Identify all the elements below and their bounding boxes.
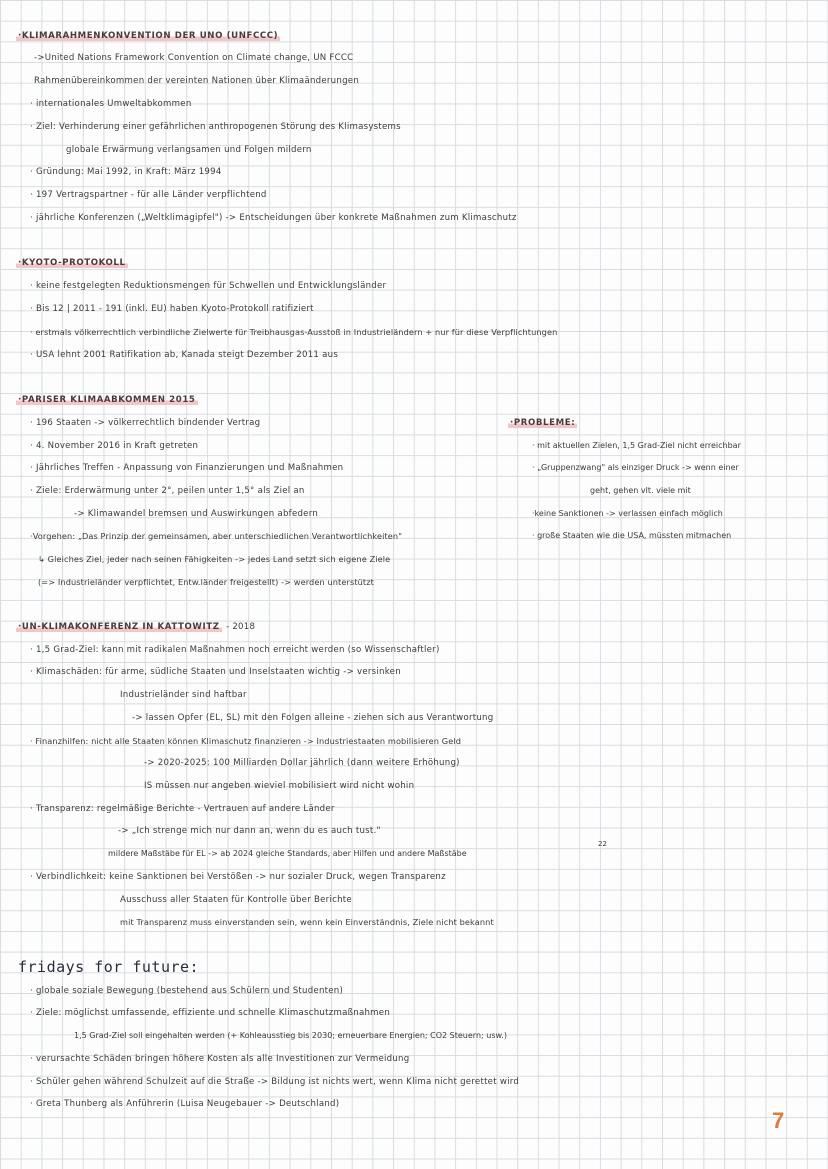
note-line: mit Transparenz muss einverstanden sein, wenn kein Einverständnis, Ziele nicht bekannt [120, 917, 494, 927]
note-line: · 196 Staaten -> völkerrechtlich bindender Vertrag [30, 418, 261, 428]
note-line: · Verbindlichkeit: keine Sanktionen bei Verstößen -> nur sozialer Druck, wegen Transparenz [30, 872, 446, 882]
note-line: ->United Nations Framework Convention on Climate change, UN FCCC [34, 53, 354, 63]
note-line: · Ziele: Erderwärmung unter 2°, peilen unter 1,5° als Ziel an [30, 486, 305, 496]
note-line: Industrieländer sind haftbar [120, 690, 247, 700]
note-line: · Bis 12 | 2011 - 191 (inkl. EU) haben Kyoto-Protokoll ratifiziert [30, 304, 314, 314]
note-line: · Schüler gehen während Schulzeit auf die Straße -> Bildung ist nichts wert, wenn Klima nicht gerettet wird [30, 1077, 520, 1087]
heading-problems: ·PROBLEME: [510, 418, 576, 428]
note-line: Ausschuss aller Staaten für Kontrolle über Berichte [120, 895, 352, 905]
heading-unfccc: ·KLIMARAHMENKONVENTION DER UNO (UNFCCC) [18, 31, 279, 41]
note-line: · mit aktuellen Zielen, 1,5 Grad-Ziel nicht erreichbar [532, 441, 741, 450]
note-line: · 1,5 Grad-Ziel: kann mit radikalen Maßnahmen noch erreicht werden (so Wissenschaftler) [30, 645, 440, 655]
note-line: ↳ Gleiches Ziel, jeder nach seinen Fähigkeiten -> jedes Land setzt sich eigene Ziele [38, 554, 391, 564]
note-line: -> Klimawandel bremsen und Auswirkungen abfedern [74, 509, 319, 519]
heading-fridays: fridays for future: [18, 958, 200, 976]
note-line: · Ziele: möglichst umfassende, effiziente und schnelle Klimaschutzmaßnahmen [30, 1008, 391, 1018]
note-line: · „Gruppenzwang" als einziger Druck -> wenn einer [532, 463, 739, 472]
note-line: · 197 Vertragspartner - für alle Länder verpflichtend [30, 190, 267, 200]
note-line: · USA lehnt 2001 Ratifikation ab, Kanada steigt Dezember 2011 aus [30, 350, 339, 360]
note-line: · internationales Umweltabkommen [30, 99, 192, 109]
note-line: -> 2020-2025: 100 Milliarden Dollar jährlich (dann weitere Erhöhung) [144, 758, 460, 768]
heading-kyoto: ·KYOTO-PROTOKOLL [18, 258, 126, 268]
note-line: (=> Industrieländer verpflichtet, Entw.länder freigestellt) -> werden unterstützt [38, 577, 374, 587]
note-line: · große Staaten wie die USA, müssten mitmachen [532, 531, 732, 540]
note-line: · Transparenz: regelmäßige Berichte - Vertrauen auf andere Länder [30, 804, 335, 814]
note-line: geht, gehen vlt. viele mit [590, 486, 691, 495]
note-line: · jährliche Konferenzen („Weltklimagipfel") -> Entscheidungen über konkrete Maßnahmen zum Klimaschutz [30, 213, 517, 223]
note-line: ·keine Sanktionen -> verlassen einfach möglich [532, 509, 723, 518]
footnote-mark: 22 [598, 840, 607, 848]
note-line: mildere Maßstäbe für EL -> ab 2024 gleiche Standards, aber Hilfen und andere Maßstäbe [108, 849, 467, 858]
note-line: · Ziel: Verhinderung einer gefährlichen anthropogenen Störung des Klimasystems [30, 122, 401, 132]
note-line: Rahmenübereinkommen der vereinten Nationen über Klimaänderungen [34, 76, 360, 86]
note-line: · Greta Thunberg als Anführerin (Luisa Neugebauer -> Deutschland) [30, 1099, 340, 1109]
note-line: · globale soziale Bewegung (bestehend aus Schülern und Studenten) [30, 986, 344, 996]
note-line: · Finanzhilfen: nicht alle Staaten können Klimaschutz finanzieren -> Industriestaaten mobilisieren Geld [30, 736, 462, 746]
heading-katowice-year: - 2018 [226, 622, 256, 632]
note-line: IS müssen nur angeben wieviel mobilisiert wird nicht wohin [144, 781, 415, 791]
note-line: -> „Ich strenge mich nur dann an, wenn du es auch tust." [118, 826, 381, 836]
heading-katowice: ·UN-KLIMAKONFERENZ IN KATTOWITZ [18, 622, 220, 632]
note-line: · Gründung: Mai 1992, in Kraft: März 1994 [30, 167, 222, 177]
note-line: · verursachte Schäden bringen höhere Kosten als alle Investitionen zur Vermeidung [30, 1054, 410, 1064]
note-line: 1,5 Grad-Ziel soll eingehalten werden (+ Kohleausstieg bis 2030; erneuerbare Energien; CO2 Steuern; usw.) [74, 1031, 507, 1040]
note-line: · Klimaschäden: für arme, südliche Staaten und Inselstaaten wichtig -> versinken [30, 667, 401, 677]
note-line: · erstmals völkerrechtlich verbindliche Zielwerte für Treibhausgas-Ausstoß in Industrieländern + nur für diese Verpflichtungen [30, 327, 558, 337]
note-line: · keine festgelegten Reduktionsmengen für Schwellen und Entwicklungsländer [30, 281, 387, 291]
note-line: · Jährliches Treffen - Anpassung von Finanzierungen und Maßnahmen [30, 463, 344, 473]
page-number: 7 [772, 1108, 785, 1133]
note-line: -> lassen Opfer (EL, SL) mit den Folgen alleine - ziehen sich aus Verantwortung [132, 713, 494, 723]
note-line: · 4. November 2016 in Kraft getreten [30, 441, 199, 451]
heading-paris: ·PARISER KLIMAABKOMMEN 2015 [18, 395, 196, 405]
note-line: globale Erwärmung verlangsamen und Folgen mildern [66, 145, 312, 155]
note-line: ·Vorgehen: „Das Prinzip der gemeinsamen, aber unterschiedlichen Verantwortlichkeiten" [30, 531, 403, 541]
